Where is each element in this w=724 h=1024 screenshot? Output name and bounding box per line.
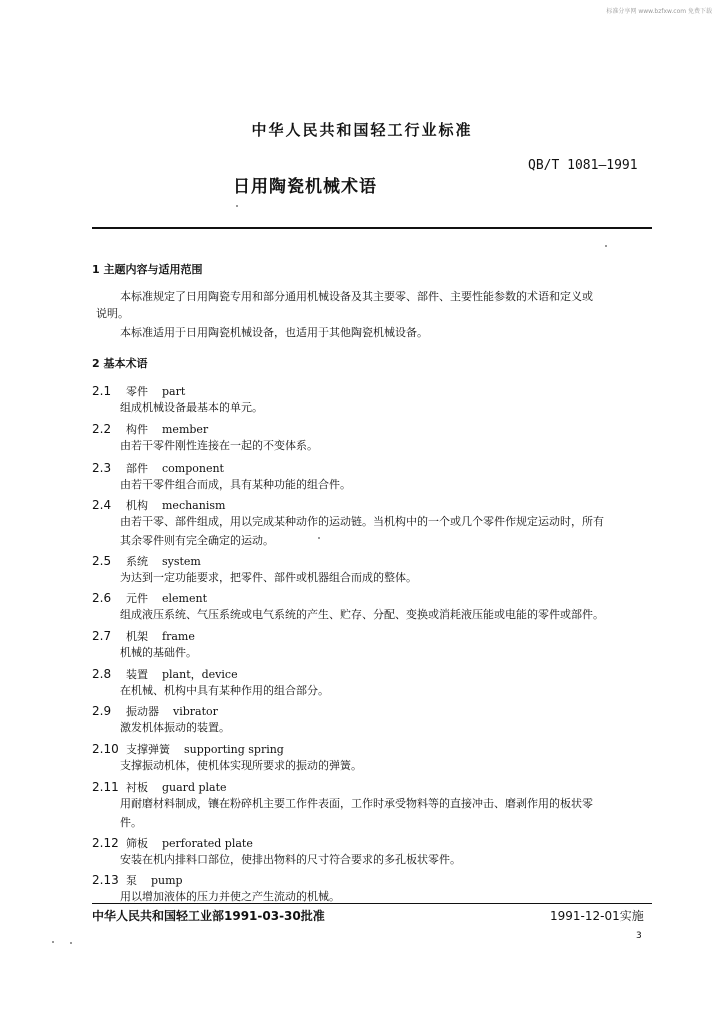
term-entry	[92, 832, 253, 851]
term-number: 2.6	[92, 591, 112, 605]
term-definition: 组成液压系统、气压系统或电气系统的产生、贮存、分配、变换或消耗液压能或电能的零件或部件。	[120, 608, 604, 621]
term-definition: 支撑振动机体，使机体实现所要求的振动的弹簧。	[120, 759, 362, 772]
footer-divider	[92, 903, 652, 904]
term-entry	[92, 380, 185, 399]
term-number: 2.7	[92, 629, 112, 643]
term-english: part	[162, 385, 186, 398]
document-title: 日用陶瓷机械术语	[233, 177, 377, 197]
term-english: vibrator	[173, 705, 218, 718]
term-english: supporting spring	[184, 743, 284, 756]
term-entry	[92, 494, 225, 513]
term-entry	[92, 587, 207, 606]
standard-code: QB/T 1081—1991	[528, 158, 638, 173]
term-english: guard plate	[162, 781, 227, 794]
term-entry	[92, 738, 284, 757]
term-entry	[92, 776, 227, 795]
term-chinese: 机架	[126, 630, 148, 643]
term-chinese: 支撑弹簧	[126, 743, 170, 756]
term-entry	[92, 418, 208, 437]
term-definition: 用耐磨材料制成，镶在粉碎机主要工作件表面，工作时承受物料等的直接冲击、磨剥作用的板状零	[120, 797, 593, 810]
watermark-text: 标准分享网 www.bzfxw.com 免费下载	[606, 8, 712, 15]
scan-speck	[70, 942, 72, 944]
term-definition: 激发机体振动的装置。	[120, 721, 230, 734]
term-number: 2.5	[92, 554, 112, 568]
term-number: 2.11	[92, 780, 119, 794]
term-number: 2.8	[92, 667, 112, 681]
term-english: member	[162, 423, 209, 436]
term-english: system	[162, 555, 201, 568]
page-number: 3	[636, 931, 642, 941]
term-number: 2.3	[92, 461, 112, 475]
term-chinese: 元件	[126, 592, 148, 605]
term-number: 2.13	[92, 873, 119, 887]
term-english: perforated plate	[162, 837, 253, 850]
term-english: element	[162, 592, 207, 605]
term-number: 2.4	[92, 498, 112, 512]
term-definition: 由若干零件组合而成，具有某种功能的组合件。	[120, 478, 351, 491]
term-number: 2.2	[92, 422, 112, 436]
implementation-date: 1991-12-01实施	[550, 909, 644, 923]
term-entry	[92, 869, 183, 888]
header-divider	[92, 227, 652, 229]
term-entry	[92, 700, 218, 719]
scan-speck	[52, 941, 54, 943]
term-chinese: 振动器	[126, 705, 159, 718]
term-english: pump	[151, 874, 183, 887]
term-chinese: 零件	[126, 385, 148, 398]
term-english: frame	[162, 630, 195, 643]
term-number: 2.12	[92, 836, 119, 850]
term-definition: 件。	[120, 816, 142, 829]
section-1-paragraph-2: 本标准适用于日用陶瓷机械设备，也适用于其他陶瓷机械设备。	[120, 326, 428, 339]
section-1-paragraph-1-line-2: 说明。	[96, 307, 129, 320]
term-chinese: 衬板	[126, 781, 148, 794]
term-english: mechanism	[162, 499, 226, 512]
term-entry	[92, 457, 224, 476]
term-definition: 用以增加液体的压力并使之产生流动的机械。	[120, 890, 340, 903]
term-entry	[92, 550, 201, 569]
term-english: component	[162, 462, 224, 475]
section-1-paragraph-1-line-1: 本标准规定了日用陶瓷专用和部分通用机械设备及其主要零、部件、主要性能参数的术语和定义或	[120, 290, 593, 303]
term-chinese: 部件	[126, 462, 148, 475]
term-definition: 机械的基础件。	[120, 646, 197, 659]
term-definition: 其余零件则有完全确定的运动。	[120, 534, 274, 547]
term-number: 2.9	[92, 704, 112, 718]
term-chinese: 泵	[126, 874, 137, 887]
term-definition: 由若干零、部件组成，用以完成某种动作的运动链。当机构中的一个或几个零件作规定运动时，所有	[120, 515, 604, 528]
term-number: 2.10	[92, 742, 119, 756]
term-definition: 在机械、机构中具有某种作用的组合部分。	[120, 684, 329, 697]
standard-category-heading: 中华人民共和国轻工行业标准	[251, 121, 473, 139]
term-chinese: 系统	[126, 555, 148, 568]
term-definition: 由若干零件刚性连接在一起的不变体系。	[120, 439, 318, 452]
term-number: 2.1	[92, 384, 112, 398]
term-english: plant，device	[162, 668, 238, 681]
term-chinese: 机构	[126, 499, 148, 512]
scan-speck	[318, 537, 320, 539]
term-chinese: 构件	[126, 423, 148, 436]
term-definition: 组成机械设备最基本的单元。	[120, 401, 263, 414]
term-entry	[92, 625, 195, 644]
section-2-heading: 2 基本术语	[92, 357, 148, 370]
term-definition: 为达到一定功能要求，把零件、部件或机器组合而成的整体。	[120, 571, 417, 584]
scan-speck	[605, 245, 607, 247]
term-chinese: 筛板	[126, 837, 148, 850]
approval-date: 中华人民共和国轻工业部1991-03-30批准	[92, 909, 325, 923]
scan-speck	[236, 205, 238, 207]
term-entry	[92, 663, 238, 682]
term-chinese: 装置	[126, 668, 148, 681]
section-1-heading: 1 主题内容与适用范围	[92, 263, 203, 276]
term-definition: 安装在机内排料口部位，使排出物料的尺寸符合要求的多孔板状零件。	[120, 853, 461, 866]
